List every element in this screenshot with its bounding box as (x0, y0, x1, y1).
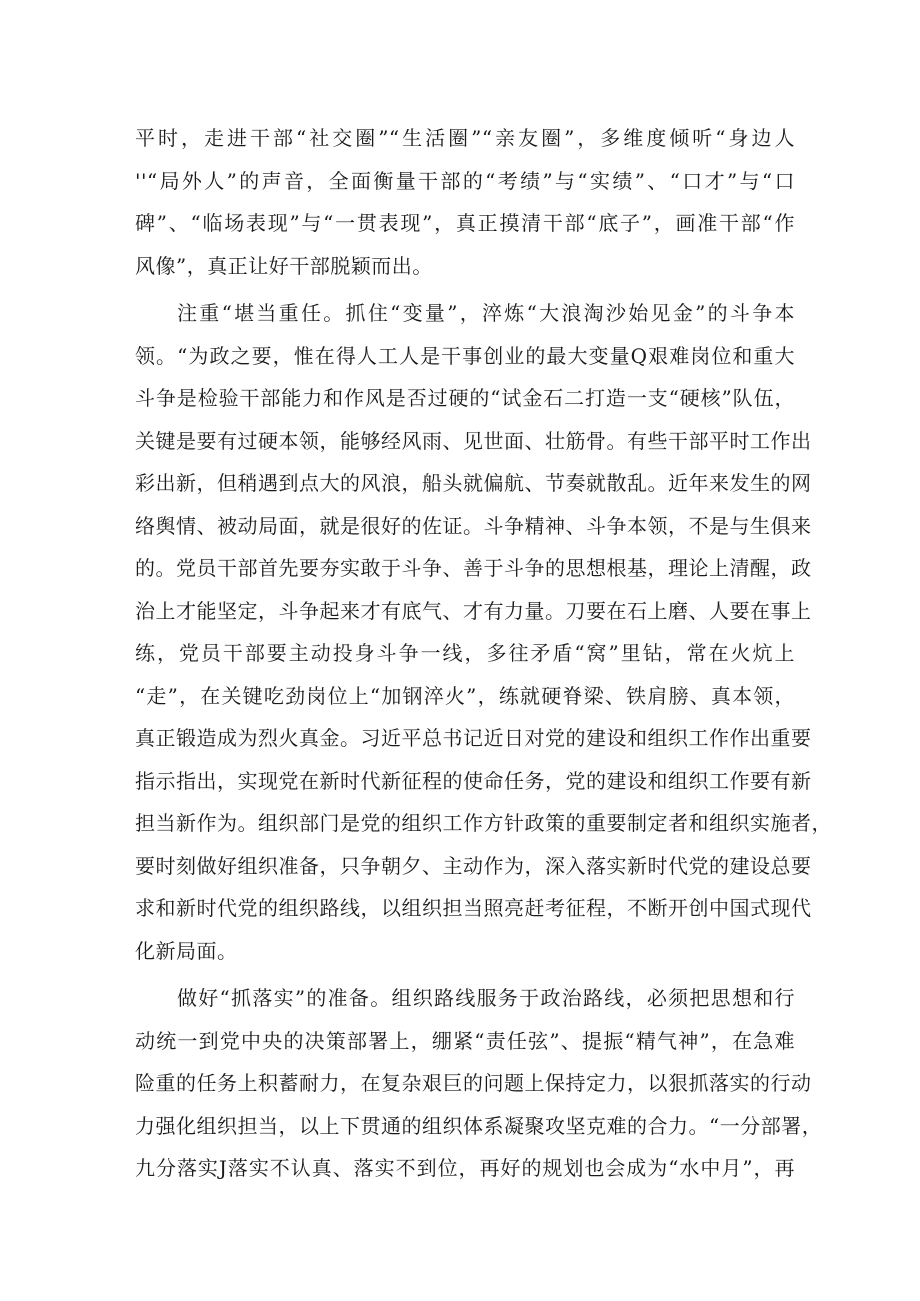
text-line: 彩出新，但稍遇到点大的风浪，船头就偏航、节奏就散乱。近年来发生的网 (135, 471, 812, 495)
text-line: 练，党员干部要主动投身斗争一线，多往矛盾“窝”里钻，常在火炕上 (135, 641, 795, 665)
text-line: 担当新作为。组织部门是党的组织工作方针政策的重要制定者和组织实施者， (135, 811, 832, 835)
text-line: 治上才能坚定，斗争起来才有底气、才有力量。刀要在石上磨、人要在事上 (135, 598, 812, 623)
text-line: 做好“抓落实”的准备。组织路线服务于政治路线，必须把思想和行 (177, 986, 795, 1010)
text-line: 碑”、“临场表现”与“一贯表现”，真正摸清干部“底子”，画准干部“作 (135, 211, 795, 235)
text-line: 平时，走进干部“社交圈”“生活圈”“亲友圈”，多维度倾听“身边人 (135, 126, 795, 150)
text-line: ''“局外人”的声音，全面衡量干部的“考绩”与“实绩”、“口才”与“口 (135, 168, 795, 193)
paragraph-3 (135, 977, 823, 1190)
text-line: 指示指出，实现党在新时代新征程的使命任务，党的建设和组织工作要有新 (135, 768, 812, 793)
text-line: 真正锻造成为烈火真金。习近平总书记近日对党的建设和组织工作作出重要 (135, 726, 812, 750)
text-line: 力强化组织担当，以上下贯通的组织体系凝聚攻坚克难的合力。“一分部署， (135, 1113, 823, 1138)
paragraph-2 (135, 292, 832, 972)
text-line: 关键是要有过硬本领，能够经风雨、见世面、壮筋骨。有些干部平时工作出 (135, 428, 812, 453)
body-text (135, 117, 832, 1190)
text-line: 的。党员干部首先要夯实敢于斗争、善于斗争的思想根基，理论上清醒，政 (135, 556, 812, 580)
text-line: 求和新时代党的组织路线，以组织担当照亮赶考征程，不断开创中国式现代 (135, 896, 812, 920)
text-line: 要时刻做好组织准备，只争朝夕、主动作为，深入落实新时代党的建设总要 (135, 853, 812, 878)
text-line: 领。“为政之要，惟在得人工人是干事创业的最大变量Q艰难岗位和重大 (135, 343, 795, 368)
text-line: “走”，在关键吃劲岗位上“加钢淬火”，练就硬脊梁、铁肩膀、真本领， (135, 683, 795, 708)
text-line: 络舆情、被动局面，就是很好的佐证。斗争精神、斗争本领，不是与生俱来 (135, 513, 812, 538)
text-line: 险重的任务上积蓄耐力，在复杂艰巨的问题上保持定力，以狠抓落实的行动 (135, 1071, 812, 1095)
text-line: 动统一到党中央的决策部署上，绷紧“责任弦”、提振“精气神”，在急难 (135, 1028, 795, 1053)
paragraph-1 (135, 117, 795, 287)
text-line: 注重“堪当重任。抓住“变量”，淬炼“大浪淘沙始见金”的斗争本 (177, 301, 795, 325)
text-line: 风像”，真正让好干部脱颖而出。 (135, 253, 433, 278)
text-line: 九分落实J落实不认真、落实不到位，再好的规划也会成为“水中月”，再 (135, 1156, 795, 1180)
text-line: 化新局面。 (135, 938, 238, 963)
text-line: 斗争是检验干部能力和作风是否过硬的“试金石二打造一支“硬核”队伍， (135, 386, 795, 410)
